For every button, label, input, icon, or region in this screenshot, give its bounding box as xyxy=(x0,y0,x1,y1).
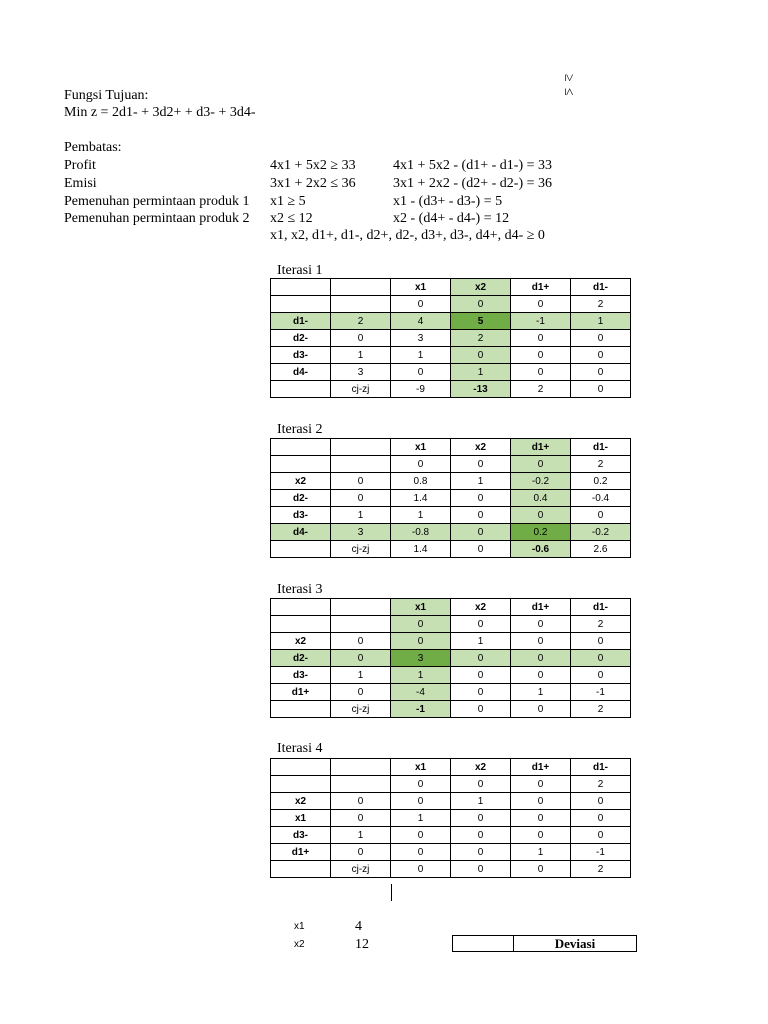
table-cell: 0 xyxy=(451,667,511,684)
table-cell: d1+ xyxy=(511,599,571,616)
table-cell: 0 xyxy=(571,633,631,650)
table-row xyxy=(271,490,631,507)
table-cell xyxy=(271,381,331,398)
iteration-1-table xyxy=(270,278,631,398)
table-cell: cj-zj xyxy=(331,381,391,398)
table-cell: 0 xyxy=(511,667,571,684)
table-cell: d1+ xyxy=(271,844,331,861)
table-header-row xyxy=(271,599,631,616)
table-cell: 0 xyxy=(391,844,451,861)
iteration-3-title: Iterasi 3 xyxy=(277,582,323,597)
iteration-4-table xyxy=(270,758,631,878)
table-cell: 0 xyxy=(451,776,511,793)
table-cell: 0 xyxy=(331,650,391,667)
table-cell: 0 xyxy=(511,616,571,633)
table-cell: 1 xyxy=(451,364,511,381)
table-cell: 0 xyxy=(511,810,571,827)
table-cell: x2 xyxy=(451,599,511,616)
constraint-name: Pemenuhan permintaan produk 1 xyxy=(64,194,250,209)
table-row xyxy=(271,507,631,524)
table-row xyxy=(271,701,631,718)
table-cell: -1 xyxy=(571,684,631,701)
table-cell: x2 xyxy=(451,279,511,296)
table-cell: 3 xyxy=(391,330,451,347)
table-cell: x1 xyxy=(391,599,451,616)
table-cell: 0 xyxy=(571,347,631,364)
table-row xyxy=(271,616,631,633)
table-row xyxy=(271,381,631,398)
table-cell: d1+ xyxy=(511,759,571,776)
table-cell: 0 xyxy=(451,650,511,667)
nonnegativity-constraint: x1, x2, d1+, d1-, d2+, d2-, d3+, d3-, d4+, d4- ≥ 0 xyxy=(270,228,545,243)
table-cell: 0 xyxy=(331,793,391,810)
table-cell: 0 xyxy=(511,347,571,364)
table-cell: 0.4 xyxy=(511,490,571,507)
table-cell: 0 xyxy=(451,861,511,878)
table-cell: -0.6 xyxy=(511,541,571,558)
table-cell: 0 xyxy=(451,844,511,861)
constraint-inequality: 3x1 + 2x2 ≤ 36 xyxy=(270,176,356,191)
table-cell: d1+ xyxy=(511,439,571,456)
constraint-goal: 3x1 + 2x2 - (d2+ - d2-) = 36 xyxy=(393,176,552,191)
table-cell xyxy=(271,541,331,558)
result-value-x1: 4 xyxy=(355,919,362,934)
table-cell: 1 xyxy=(331,667,391,684)
table-row xyxy=(271,793,631,810)
table-cell: d1+ xyxy=(271,684,331,701)
iteration-2-table xyxy=(270,438,631,558)
table-cell: 0 xyxy=(451,296,511,313)
constraint-inequality: x1 ≥ 5 xyxy=(270,194,306,209)
table-cell xyxy=(271,616,331,633)
table-cell: 0 xyxy=(451,507,511,524)
result-var-x1: x1 xyxy=(294,921,305,932)
constraint-inequality: 4x1 + 5x2 ≥ 33 xyxy=(270,158,356,173)
iteration-1-title: Iterasi 1 xyxy=(277,263,323,278)
table-cell: cj-zj xyxy=(331,861,391,878)
table-cell: -4 xyxy=(391,684,451,701)
table-cell: 0 xyxy=(511,861,571,878)
constraints-label: Pembatas: xyxy=(64,140,122,155)
table-cell: 0 xyxy=(571,793,631,810)
table-cell: -0.2 xyxy=(571,524,631,541)
table-cell: 1 xyxy=(391,507,451,524)
table-cell: 0 xyxy=(391,616,451,633)
table-row xyxy=(271,330,631,347)
iteration-2-title: Iterasi 2 xyxy=(277,422,323,437)
table-cell: 0 xyxy=(571,381,631,398)
table-cell: 1.4 xyxy=(391,541,451,558)
table-cell: d4- xyxy=(271,524,331,541)
table-cell: 0 xyxy=(331,490,391,507)
table-cell: 0 xyxy=(511,364,571,381)
table-cell: 1 xyxy=(331,507,391,524)
table-cell: -9 xyxy=(391,381,451,398)
table-cell: 0 xyxy=(571,330,631,347)
table-cell: 0 xyxy=(511,650,571,667)
table-cell: 0 xyxy=(511,633,571,650)
table-cell xyxy=(271,776,331,793)
table-cell: 0 xyxy=(451,684,511,701)
pivot-cell: 3 xyxy=(391,650,451,667)
table-cell: x1 xyxy=(391,759,451,776)
table-row xyxy=(271,296,631,313)
table-cell: x2 xyxy=(451,439,511,456)
table-cell: 2 xyxy=(571,296,631,313)
table-cell xyxy=(271,296,331,313)
table-cell: 2 xyxy=(511,381,571,398)
table-cell: d3- xyxy=(271,507,331,524)
table-cell: 0 xyxy=(511,330,571,347)
table-cell: 0 xyxy=(571,507,631,524)
table-cell: 1.4 xyxy=(391,490,451,507)
table-cell: 2 xyxy=(571,776,631,793)
table-cell: 2 xyxy=(571,701,631,718)
symbol-leq: ≤ xyxy=(561,88,576,96)
deviation-header: Deviasi xyxy=(513,935,637,952)
table-cell: 0 xyxy=(511,456,571,473)
table-row xyxy=(271,776,631,793)
table-cell: 0 xyxy=(571,827,631,844)
table-cell: 0 xyxy=(511,776,571,793)
table-cell: 0 xyxy=(451,490,511,507)
table-cell: 2 xyxy=(331,313,391,330)
table-cell: 0 xyxy=(511,296,571,313)
table-cell: -1 xyxy=(571,844,631,861)
table-cell: 0 xyxy=(511,701,571,718)
table-cell: 0 xyxy=(391,456,451,473)
table-cell xyxy=(331,776,391,793)
table-cell: 0.8 xyxy=(391,473,451,490)
table-cell xyxy=(331,296,391,313)
table-cell: d2- xyxy=(271,330,331,347)
table-cell: 0 xyxy=(331,684,391,701)
table-cell xyxy=(271,279,331,296)
table-header-row xyxy=(271,759,631,776)
table-cell: 0 xyxy=(511,793,571,810)
deviation-blank-cell xyxy=(452,935,514,952)
table-row xyxy=(271,313,631,330)
table-row xyxy=(271,473,631,490)
table-cell: 0 xyxy=(451,456,511,473)
iteration-4-title: Iterasi 4 xyxy=(277,741,323,756)
table-cell: 0 xyxy=(451,347,511,364)
result-value-x2: 12 xyxy=(355,937,369,952)
table-cell: x2 xyxy=(271,473,331,490)
table-row xyxy=(271,844,631,861)
table-cell: d1- xyxy=(571,599,631,616)
constraint-goal: 4x1 + 5x2 - (d1+ - d1-) = 33 xyxy=(393,158,552,173)
symbol-geq: ≥ xyxy=(561,74,576,82)
table-cell: 1 xyxy=(331,347,391,364)
table-cell: 0 xyxy=(571,667,631,684)
table-cell: 0 xyxy=(451,827,511,844)
pivot-cell: 0.2 xyxy=(511,524,571,541)
table-cell: 1 xyxy=(511,684,571,701)
table-cell: 0 xyxy=(451,541,511,558)
table-cell: 0 xyxy=(571,364,631,381)
table-cell: 0 xyxy=(391,296,451,313)
table-cell: -0.8 xyxy=(391,524,451,541)
pivot-cell: 5 xyxy=(451,313,511,330)
table-cell: 0 xyxy=(331,633,391,650)
table-cell: 1 xyxy=(451,473,511,490)
table-cell: 0 xyxy=(511,827,571,844)
table-cell xyxy=(331,279,391,296)
table-cell: 1 xyxy=(571,313,631,330)
table-cell xyxy=(271,599,331,616)
table-cell xyxy=(271,439,331,456)
table-cell: d1- xyxy=(571,759,631,776)
table-cell: d2- xyxy=(271,490,331,507)
objective-label: Fungsi Tujuan: xyxy=(64,88,149,103)
table-cell: -0.2 xyxy=(511,473,571,490)
table-cell: 3 xyxy=(331,524,391,541)
table-cell: 1 xyxy=(451,633,511,650)
table-cell: x1 xyxy=(271,810,331,827)
table-cell: d3- xyxy=(271,347,331,364)
table-cell xyxy=(331,616,391,633)
table-cell: 0 xyxy=(451,810,511,827)
table-cell: x1 xyxy=(391,439,451,456)
table-cell: 0 xyxy=(451,524,511,541)
table-cell: 0 xyxy=(391,633,451,650)
table-cell: d1- xyxy=(571,279,631,296)
table-cell: x2 xyxy=(451,759,511,776)
table-cell: 0 xyxy=(571,810,631,827)
table-cell: 0 xyxy=(331,844,391,861)
table-cell: 2.6 xyxy=(571,541,631,558)
table-cell: 0 xyxy=(331,473,391,490)
table-cell: 2 xyxy=(571,861,631,878)
divider-line xyxy=(391,884,392,901)
table-cell: 2 xyxy=(571,616,631,633)
table-cell: 0 xyxy=(571,650,631,667)
table-row xyxy=(271,347,631,364)
table-row xyxy=(271,827,631,844)
table-cell: -0.4 xyxy=(571,490,631,507)
constraint-name: Profit xyxy=(64,158,96,173)
table-cell xyxy=(271,456,331,473)
table-cell: 0 xyxy=(391,776,451,793)
table-cell: 4 xyxy=(391,313,451,330)
table-cell xyxy=(271,759,331,776)
table-row xyxy=(271,650,631,667)
constraint-goal: x2 - (d4+ - d4-) = 12 xyxy=(393,211,510,226)
constraint-inequality: x2 ≤ 12 xyxy=(270,211,313,226)
table-row xyxy=(271,456,631,473)
table-cell: d4- xyxy=(271,364,331,381)
table-cell: d3- xyxy=(271,827,331,844)
table-cell xyxy=(331,456,391,473)
table-cell: x2 xyxy=(271,633,331,650)
table-row xyxy=(271,861,631,878)
table-cell: -1 xyxy=(511,313,571,330)
table-cell: cj-zj xyxy=(331,701,391,718)
table-row xyxy=(271,667,631,684)
objective-function: Min z = 2d1- + 3d2+ + d3- + 3d4- xyxy=(64,105,256,120)
table-cell: x1 xyxy=(391,279,451,296)
table-cell: d3- xyxy=(271,667,331,684)
table-cell: 0 xyxy=(451,701,511,718)
table-cell: -13 xyxy=(451,381,511,398)
table-cell: 3 xyxy=(331,364,391,381)
table-cell xyxy=(331,439,391,456)
table-cell: cj-zj xyxy=(331,541,391,558)
constraint-goal: x1 - (d3+ - d3-) = 5 xyxy=(393,194,503,209)
table-header-row xyxy=(271,439,631,456)
table-cell: 0 xyxy=(451,616,511,633)
table-cell: -1 xyxy=(391,701,451,718)
table-cell: 0 xyxy=(391,793,451,810)
table-cell: d1- xyxy=(271,313,331,330)
result-var-x2: x2 xyxy=(294,939,305,950)
table-row xyxy=(271,364,631,381)
table-cell: 0 xyxy=(391,861,451,878)
table-cell: 0 xyxy=(331,330,391,347)
table-cell: x2 xyxy=(271,793,331,810)
table-row xyxy=(271,633,631,650)
table-header-row xyxy=(271,279,631,296)
iteration-3-table xyxy=(270,598,631,718)
table-row xyxy=(271,541,631,558)
table-cell: 1 xyxy=(391,810,451,827)
table-cell: d1- xyxy=(571,439,631,456)
table-cell: 1 xyxy=(451,793,511,810)
table-cell: 0 xyxy=(331,810,391,827)
table-cell xyxy=(271,701,331,718)
table-cell: 2 xyxy=(571,456,631,473)
constraint-name: Emisi xyxy=(64,176,97,191)
table-cell: 1 xyxy=(391,347,451,364)
table-row xyxy=(271,524,631,541)
table-cell xyxy=(331,599,391,616)
constraint-name: Pemenuhan permintaan produk 2 xyxy=(64,211,250,226)
table-row xyxy=(271,684,631,701)
table-cell: 0 xyxy=(511,507,571,524)
table-cell xyxy=(271,861,331,878)
table-cell: 1 xyxy=(511,844,571,861)
table-cell: 0 xyxy=(391,364,451,381)
table-cell: 1 xyxy=(391,667,451,684)
table-cell: 1 xyxy=(331,827,391,844)
table-cell: d1+ xyxy=(511,279,571,296)
table-cell xyxy=(331,759,391,776)
table-row xyxy=(271,810,631,827)
table-cell: 0 xyxy=(391,827,451,844)
table-cell: 2 xyxy=(451,330,511,347)
table-cell: 0.2 xyxy=(571,473,631,490)
table-cell: d2- xyxy=(271,650,331,667)
